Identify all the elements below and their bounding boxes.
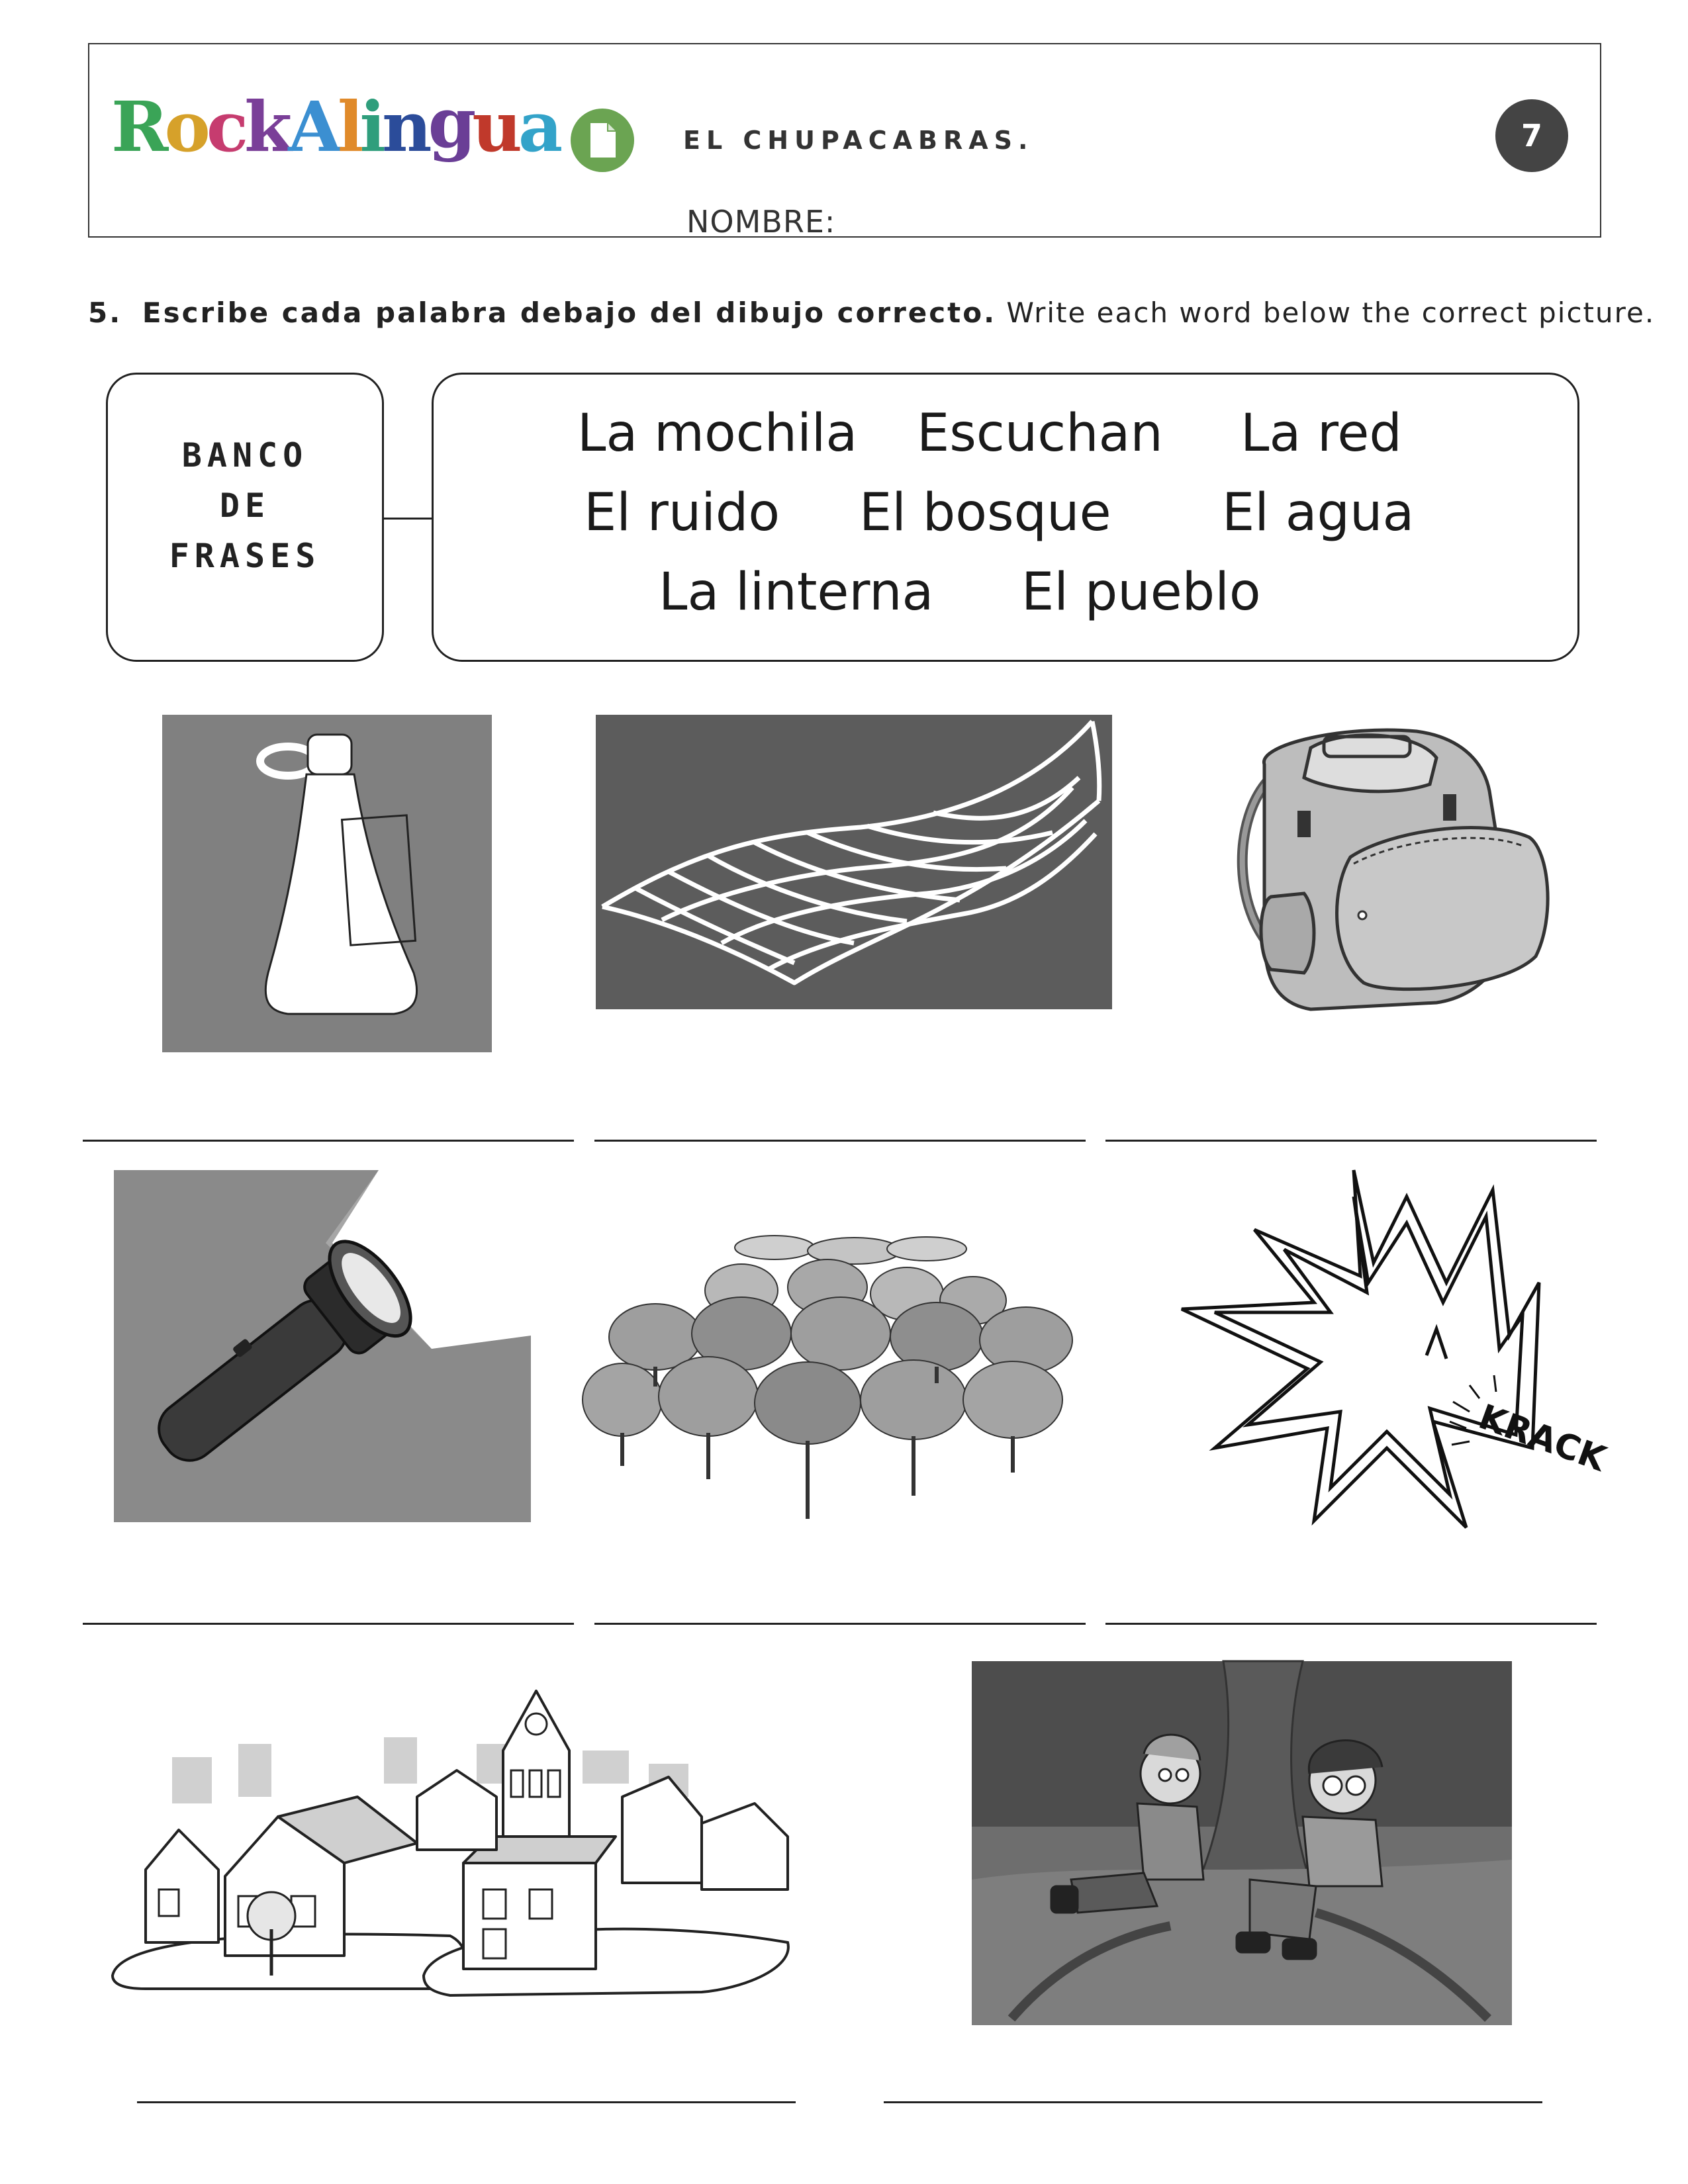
word-bank-word: El ruido <box>584 483 780 543</box>
word-bank-word: La mochila <box>577 404 858 463</box>
name-label: NOMBRE: <box>686 204 836 240</box>
answer-line[interactable] <box>137 2101 796 2103</box>
noise-burst-picture <box>1175 1170 1611 1541</box>
word-bank-word: El pueblo <box>1021 563 1261 622</box>
word-bank-label <box>106 430 384 581</box>
answer-line[interactable] <box>594 1623 1086 1625</box>
logo-letter: k <box>244 86 289 167</box>
word-bank-word: El agua <box>1222 483 1415 543</box>
word-bank-word: La red <box>1241 404 1402 463</box>
logo-letter: n <box>381 86 428 167</box>
exercise-instruction <box>88 296 1655 329</box>
exercise-number: 5. <box>88 296 122 329</box>
word-bank-word: La linterna <box>659 563 934 622</box>
backpack-picture <box>1218 718 1569 1016</box>
instruction-spanish: Escribe cada palabra debajo del dibujo correcto. <box>142 296 997 329</box>
worksheet-title: EL CHUPACABRAS. <box>683 126 1034 155</box>
logo-letter: R <box>111 86 165 167</box>
word-bank-label-line: DE <box>219 486 271 525</box>
answer-line[interactable] <box>83 1140 574 1142</box>
word-bank-label-line: FRASES <box>169 537 321 575</box>
logo-letter: u <box>472 86 518 167</box>
word-bank-label-line: BANCO <box>181 436 308 475</box>
water-bottle-picture <box>162 715 492 1052</box>
town-picture <box>106 1664 794 2002</box>
instruction-english: Write each word below the correct picture. <box>1006 296 1656 329</box>
logo-letter: a <box>518 86 559 167</box>
answer-line[interactable] <box>1105 1623 1597 1625</box>
logo-letter: g <box>428 82 473 163</box>
answer-line[interactable] <box>594 1140 1086 1142</box>
logo-letter: o <box>164 86 207 167</box>
answer-line[interactable] <box>83 1623 574 1625</box>
flashlight-picture <box>114 1170 531 1522</box>
net-picture <box>596 715 1112 1009</box>
rockalingua-logo <box>111 82 559 174</box>
logo-letter: i <box>359 86 382 167</box>
krack-sound-text: KRACK <box>1474 1397 1611 1480</box>
svg-text:RockAlingua <box>111 82 561 167</box>
document-icon <box>568 106 637 175</box>
answer-line[interactable] <box>884 2101 1542 2103</box>
kids-listening-picture <box>972 1661 1512 2025</box>
word-bank-word: El bosque <box>859 483 1111 543</box>
logo-letter: c <box>206 86 245 167</box>
logo-letter: A <box>288 86 338 167</box>
page-number-badge: 7 <box>1495 99 1568 172</box>
answer-line[interactable] <box>1105 1140 1597 1142</box>
logo-letter: l <box>337 86 360 167</box>
word-bank-connector <box>384 518 432 520</box>
forest-picture <box>576 1234 1105 1529</box>
word-bank-word: Escuchan <box>917 404 1163 463</box>
